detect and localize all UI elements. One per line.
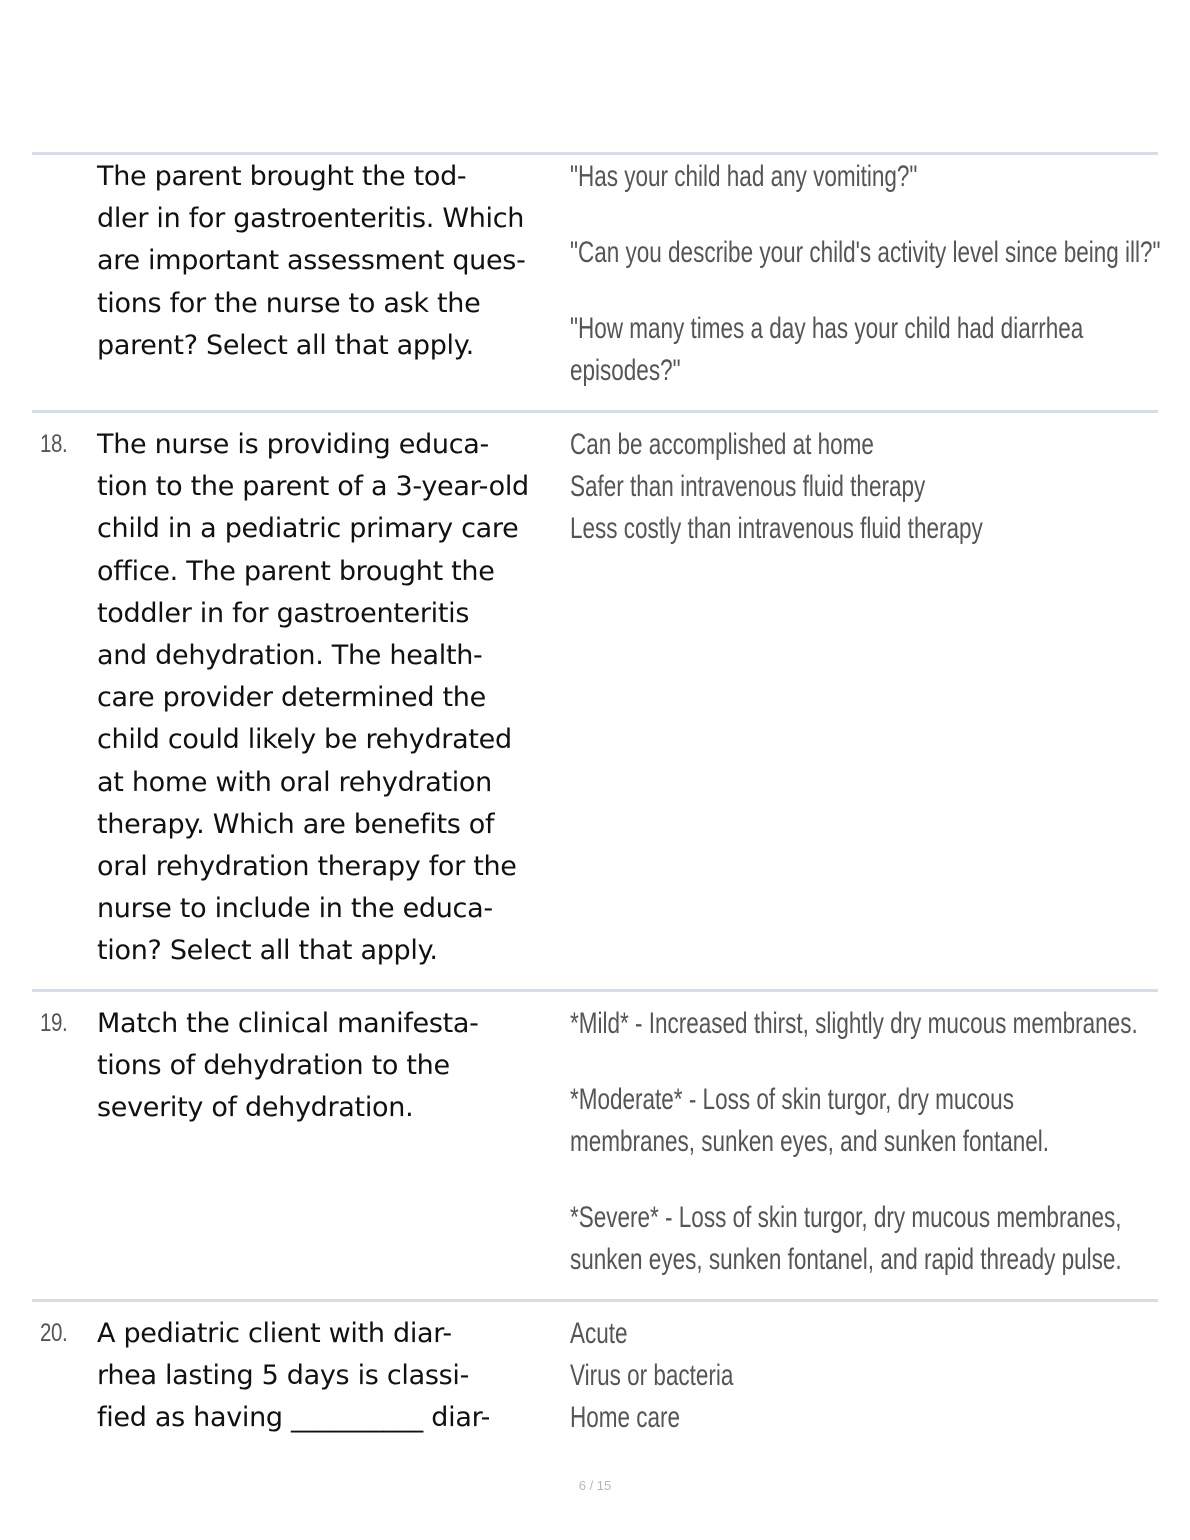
row-divider <box>32 989 1158 992</box>
answer-item: Less costly than intravenous fluid therapy <box>570 512 983 545</box>
question-number: 20. <box>40 1319 68 1347</box>
question-text: The nurse is providing educa- tion to the parent of a 3-year-old child in a pediatric primary care office. The parent brought the toddler in for gastroenteritis and dehydration. The health- care provider determined the child could likely be rehydrated at home with oral rehydration therapy. Which are benefits of oral rehydration therapy for the nurse to include in the educa- tion? Select all that apply. <box>97 429 529 967</box>
question-text: Match the clinical manifesta- tions of dehydration to the severity of dehydration. <box>97 1008 479 1124</box>
answer-item: "How many times a day has your child had diarrhea episodes?" <box>570 312 1084 387</box>
answer-item: Acute <box>570 1317 628 1350</box>
answer-item: *Mild* - Increased thirst, slightly dry mucous membranes. <box>570 1007 1138 1040</box>
answer-item: "Has your child had any vomiting?" <box>570 160 918 193</box>
answer-item: Home care <box>570 1401 681 1434</box>
row-divider <box>32 1299 1158 1302</box>
answer-item: Virus or bacteria <box>570 1359 734 1392</box>
page-indicator: 6 / 15 <box>578 1478 612 1493</box>
answer-item: *Severe* - Loss of skin turgor, dry mucous membranes, sunken eyes, sunken fontanel, and rapid thready pulse. <box>570 1201 1122 1276</box>
answer-list <box>570 156 1161 392</box>
answer-list <box>570 424 1095 550</box>
question-text: A pediatric client with diar- rhea lasting 5 days is classi- fied as having __________ diar- <box>97 1318 491 1434</box>
question-number: 18. <box>40 430 68 458</box>
answer-item: *Moderate* - Loss of skin turgor, dry mucous membranes, sunken eyes, and sunken fontanel. <box>570 1083 1050 1158</box>
question-number: 19. <box>40 1009 68 1037</box>
answer-item: Can be accomplished at home <box>570 428 874 461</box>
answer-item: "Can you describe your child's activity level since being ill?" <box>570 236 1161 269</box>
answer-list <box>570 1313 1095 1439</box>
row-divider <box>32 152 1158 155</box>
answer-list <box>570 1003 1138 1281</box>
answer-item: Safer than intravenous fluid therapy <box>570 470 926 503</box>
row-divider <box>32 410 1158 413</box>
question-text: The parent brought the tod- dler in for gastroenteritis. Which are important assessment ques- tions for the nurse to ask the parent? Select all that apply. <box>97 161 526 361</box>
